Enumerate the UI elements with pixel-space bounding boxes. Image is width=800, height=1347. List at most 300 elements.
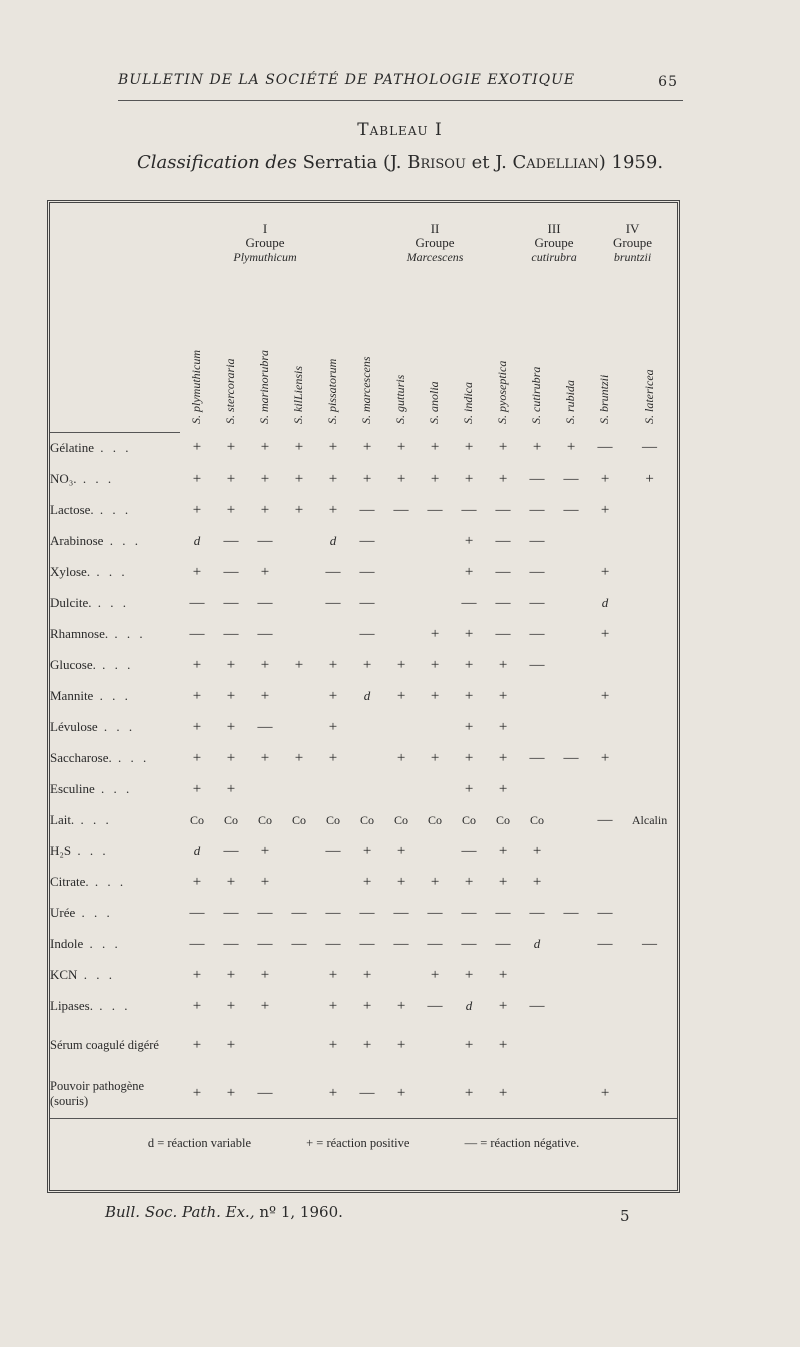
table-cell: — bbox=[495, 532, 511, 549]
table-cell: + bbox=[226, 470, 236, 487]
table-cell: + bbox=[498, 780, 508, 797]
table-cell bbox=[418, 836, 452, 867]
table-cell bbox=[282, 557, 316, 588]
species-header bbox=[622, 282, 677, 432]
table-cell: — bbox=[189, 625, 205, 642]
table-cell: + bbox=[260, 966, 270, 983]
running-title: BULLETIN DE LA SOCIÉTÉ DE PATHOLOGIE EXOTIQUE bbox=[118, 72, 576, 88]
legend-cell bbox=[50, 1118, 677, 1169]
table-cell: + bbox=[226, 780, 236, 797]
species-header bbox=[180, 282, 214, 432]
table-cell: + bbox=[192, 470, 202, 487]
row-label-text: Pouvoir pathogène (souris) bbox=[50, 1078, 145, 1108]
legend-positive: + = réaction positive bbox=[306, 1136, 410, 1150]
table-cell: + bbox=[464, 1085, 474, 1101]
table-cell bbox=[622, 867, 677, 898]
row-label bbox=[50, 960, 180, 991]
row-label bbox=[50, 495, 180, 526]
row-label-text: Dulcite. bbox=[50, 595, 92, 610]
table-cell: + bbox=[362, 966, 372, 983]
table-cell bbox=[554, 557, 588, 588]
table-cell: + bbox=[226, 439, 236, 456]
table-cell: d bbox=[465, 998, 473, 1013]
table-cell: + bbox=[362, 470, 372, 487]
table-cell: + bbox=[328, 997, 338, 1014]
row-label-text: Gélatine bbox=[50, 440, 95, 455]
table-cell: — bbox=[223, 625, 239, 642]
table-cell: + bbox=[362, 439, 372, 456]
table-cell: + bbox=[294, 501, 304, 518]
table-cell: — bbox=[563, 501, 579, 518]
table-row bbox=[50, 991, 677, 1022]
table-cell: + bbox=[396, 873, 406, 890]
table-row bbox=[50, 712, 677, 743]
table-cell: — bbox=[257, 594, 273, 611]
row-label bbox=[50, 681, 180, 712]
table-cell: + bbox=[396, 842, 406, 859]
group-header-row bbox=[50, 204, 677, 282]
table-cell bbox=[554, 1022, 588, 1070]
table-cell: — bbox=[427, 501, 443, 518]
footer-page: 5 bbox=[620, 1207, 630, 1225]
table-cell: — bbox=[257, 625, 273, 642]
table-cell: + bbox=[396, 687, 406, 704]
table-cell bbox=[554, 991, 588, 1022]
table-cell: + bbox=[498, 842, 508, 859]
table-cell: d bbox=[601, 595, 609, 610]
header-corner bbox=[50, 204, 180, 282]
table-cell: Co bbox=[530, 812, 545, 827]
table-cell bbox=[282, 681, 316, 712]
table-cell bbox=[554, 867, 588, 898]
table-cell: — bbox=[495, 625, 511, 642]
table-cell: + bbox=[498, 439, 508, 456]
species-header bbox=[554, 282, 588, 432]
table-cell bbox=[350, 712, 384, 743]
leader-dots: . . . bbox=[75, 905, 113, 920]
table-cell: + bbox=[260, 501, 270, 518]
group-num: III bbox=[547, 221, 561, 236]
table-cell: d bbox=[329, 533, 337, 548]
table-row bbox=[50, 432, 677, 464]
table-cell bbox=[588, 712, 622, 743]
table-cell: — bbox=[495, 501, 511, 518]
table-cell: + bbox=[430, 687, 440, 704]
table-cell bbox=[520, 681, 554, 712]
row-label bbox=[50, 929, 180, 960]
table-cell bbox=[520, 1022, 554, 1070]
table-title: Tableau I bbox=[357, 120, 443, 140]
footer-citation bbox=[105, 1203, 343, 1221]
table-cell bbox=[622, 712, 677, 743]
table-cell: + bbox=[328, 439, 338, 456]
table-cell: — bbox=[461, 501, 477, 518]
table-cell: + bbox=[226, 873, 236, 890]
leader-dots: . . . bbox=[93, 502, 132, 517]
table-row bbox=[50, 557, 677, 588]
table-cell bbox=[384, 557, 418, 588]
table-cell bbox=[622, 495, 677, 526]
classification-table bbox=[50, 204, 677, 1169]
table-cell: Co bbox=[326, 812, 341, 827]
table-cell: + bbox=[600, 470, 610, 487]
row-label bbox=[50, 464, 180, 495]
table-cell bbox=[384, 712, 418, 743]
table-cell: — bbox=[563, 749, 579, 766]
table-row bbox=[50, 1070, 677, 1119]
row-label bbox=[50, 650, 180, 681]
table-subtitle bbox=[0, 152, 800, 173]
species-name: S. indica bbox=[461, 382, 476, 424]
table-cell bbox=[384, 960, 418, 991]
table-cell: + bbox=[192, 687, 202, 704]
table-cell bbox=[554, 619, 588, 650]
table-cell: Co bbox=[394, 812, 409, 827]
group-num: II bbox=[430, 221, 440, 236]
table-cell: + bbox=[498, 997, 508, 1014]
table-cell: + bbox=[192, 873, 202, 890]
table-cell: + bbox=[498, 749, 508, 766]
row-label bbox=[50, 991, 180, 1022]
table-cell: — bbox=[563, 470, 579, 487]
table-cell: + bbox=[294, 439, 304, 456]
table-cell: + bbox=[498, 656, 508, 673]
species-header bbox=[452, 282, 486, 432]
header-rule bbox=[118, 100, 683, 101]
table-cell: — bbox=[495, 935, 511, 952]
row-label bbox=[50, 774, 180, 805]
table-cell: + bbox=[464, 687, 474, 704]
table-cell bbox=[248, 1022, 282, 1070]
table-cell: + bbox=[192, 997, 202, 1014]
table-cell bbox=[282, 774, 316, 805]
table-cell: — bbox=[393, 501, 409, 518]
table-cell bbox=[622, 588, 677, 619]
table-cell: + bbox=[498, 718, 508, 735]
table-cell: Co bbox=[462, 812, 477, 827]
table-row bbox=[50, 1022, 677, 1070]
table-body bbox=[50, 432, 677, 1118]
table-cell: + bbox=[498, 687, 508, 704]
table-cell bbox=[588, 867, 622, 898]
table-cell: — bbox=[393, 935, 409, 952]
species-name: S. pyoseptica bbox=[495, 360, 510, 424]
table-cell: — bbox=[359, 594, 375, 611]
table-cell bbox=[520, 1070, 554, 1119]
row-label bbox=[50, 526, 180, 557]
table-cell: — bbox=[529, 997, 545, 1014]
table-row bbox=[50, 743, 677, 774]
species-header bbox=[520, 282, 554, 432]
table-row bbox=[50, 526, 677, 557]
table-cell bbox=[418, 712, 452, 743]
row-label bbox=[50, 805, 180, 836]
table-cell bbox=[554, 836, 588, 867]
row-label bbox=[50, 1022, 180, 1070]
table-cell: + bbox=[260, 470, 270, 487]
table-cell: + bbox=[260, 563, 270, 580]
group-name: bruntzii bbox=[613, 250, 652, 264]
table-row bbox=[50, 774, 677, 805]
table-cell: — bbox=[495, 563, 511, 580]
running-header bbox=[118, 72, 678, 88]
table-cell: + bbox=[192, 718, 202, 735]
table-cell bbox=[282, 526, 316, 557]
table-cell: — bbox=[461, 842, 477, 859]
group-label: Groupe bbox=[613, 235, 653, 250]
species-header bbox=[350, 282, 384, 432]
table-cell: + bbox=[532, 842, 542, 859]
table-cell: + bbox=[260, 687, 270, 704]
row-label bbox=[50, 836, 180, 867]
table-cell: — bbox=[359, 532, 375, 549]
table-cell: — bbox=[223, 594, 239, 611]
table-cell: + bbox=[362, 656, 372, 673]
table-cell bbox=[282, 1022, 316, 1070]
table-cell: — bbox=[529, 501, 545, 518]
row-label-text: Citrate. bbox=[50, 874, 89, 889]
species-header-row bbox=[50, 282, 677, 432]
table-cell: — bbox=[563, 904, 579, 921]
table-cell: — bbox=[529, 625, 545, 642]
table-cell: + bbox=[498, 470, 508, 487]
species-name: S. bruntzii bbox=[597, 374, 612, 424]
table-cell: + bbox=[260, 749, 270, 766]
row-label-text: Indole bbox=[50, 936, 84, 951]
species-header bbox=[418, 282, 452, 432]
table-cell: — bbox=[359, 563, 375, 580]
table-cell bbox=[282, 712, 316, 743]
subtitle-author1: Brisou bbox=[407, 152, 466, 173]
group-num: I bbox=[262, 221, 268, 236]
species-header bbox=[316, 282, 350, 432]
table-cell bbox=[588, 526, 622, 557]
table-cell bbox=[622, 557, 677, 588]
table-cell: + bbox=[192, 1037, 202, 1053]
row-label-text: Glucose. bbox=[50, 657, 96, 672]
species-name: S. marcescens bbox=[359, 356, 374, 424]
table-cell: — bbox=[257, 718, 273, 735]
row-label-text: H₂S bbox=[50, 843, 72, 858]
table-cell: + bbox=[498, 966, 508, 983]
species-name: S. anolia bbox=[427, 381, 442, 424]
table-cell: + bbox=[464, 656, 474, 673]
table-cell: — bbox=[529, 563, 545, 580]
table-cell: + bbox=[464, 563, 474, 580]
table-cell: + bbox=[532, 873, 542, 890]
table-cell: — bbox=[291, 904, 307, 921]
legend-variable: d = réaction variable bbox=[147, 1136, 251, 1150]
table-cell: — bbox=[325, 935, 341, 952]
table-cell: + bbox=[600, 501, 610, 518]
table-cell bbox=[588, 991, 622, 1022]
table-cell bbox=[282, 588, 316, 619]
table-cell: Co bbox=[189, 812, 204, 827]
row-label bbox=[50, 619, 180, 650]
table-cell: + bbox=[464, 966, 474, 983]
table-cell bbox=[554, 588, 588, 619]
table-cell bbox=[418, 774, 452, 805]
row-label-text: Xylose. bbox=[50, 564, 91, 579]
table-cell: + bbox=[260, 439, 270, 456]
species-name: S. cutirubra bbox=[529, 366, 544, 424]
subtitle-italic: Classification des bbox=[136, 152, 297, 173]
table-cell bbox=[622, 836, 677, 867]
row-label-text: Sérum coagulé digéré bbox=[50, 1038, 159, 1052]
table-cell: Co bbox=[360, 812, 375, 827]
table-cell: + bbox=[396, 1037, 406, 1053]
table-cell: — bbox=[359, 935, 375, 952]
table-cell: + bbox=[294, 749, 304, 766]
table-cell: + bbox=[328, 1037, 338, 1053]
table-cell bbox=[622, 681, 677, 712]
group-name: Marcescens bbox=[406, 250, 464, 264]
table-row bbox=[50, 929, 677, 960]
table-cell: + bbox=[430, 749, 440, 766]
table-cell: — bbox=[359, 625, 375, 642]
table-cell: + bbox=[396, 1085, 406, 1101]
table-cell: Co bbox=[223, 812, 238, 827]
table-cell: + bbox=[260, 997, 270, 1014]
leader-dots: . . . bbox=[92, 998, 131, 1013]
species-corner bbox=[50, 282, 180, 432]
table-cell: — bbox=[223, 904, 239, 921]
table-cell: + bbox=[192, 749, 202, 766]
subtitle-year: ) 1959. bbox=[598, 152, 664, 173]
row-label-text: Urée bbox=[50, 905, 76, 920]
table-cell bbox=[554, 526, 588, 557]
table-cell: + bbox=[498, 1037, 508, 1053]
table-cell: + bbox=[226, 749, 236, 766]
table-cell: + bbox=[600, 625, 610, 642]
table-cell bbox=[622, 650, 677, 681]
leader-dots: . . . bbox=[91, 595, 130, 610]
table-cell: — bbox=[257, 904, 273, 921]
leader-dots: . . . bbox=[94, 781, 133, 796]
table-cell bbox=[418, 1070, 452, 1119]
table-cell: + bbox=[430, 966, 440, 983]
table-cell bbox=[282, 960, 316, 991]
table-cell bbox=[520, 712, 554, 743]
row-label bbox=[50, 867, 180, 898]
group-header-1 bbox=[180, 204, 350, 282]
table-cell: + bbox=[464, 532, 474, 549]
table-cell: — bbox=[529, 904, 545, 921]
table-cell: + bbox=[192, 563, 202, 580]
table-cell: + bbox=[192, 1085, 202, 1101]
table-cell: — bbox=[257, 1085, 273, 1101]
table-cell: — bbox=[495, 594, 511, 611]
row-label bbox=[50, 557, 180, 588]
species-header bbox=[384, 282, 418, 432]
table-cell bbox=[418, 557, 452, 588]
subtitle-author2: Cadellian bbox=[512, 152, 599, 173]
table-cell: + bbox=[396, 439, 406, 456]
row-label-text: Lévulose bbox=[50, 719, 98, 734]
table-cell bbox=[384, 588, 418, 619]
table-cell: — bbox=[461, 935, 477, 952]
table-cell: Alcalin bbox=[631, 812, 668, 827]
table-cell: — bbox=[325, 904, 341, 921]
table-cell bbox=[384, 526, 418, 557]
table-cell: + bbox=[226, 501, 236, 518]
group-header-4 bbox=[588, 204, 677, 282]
table-cell: + bbox=[192, 966, 202, 983]
table-cell bbox=[588, 836, 622, 867]
table-cell bbox=[554, 712, 588, 743]
row-label-text: Esculine bbox=[50, 781, 95, 796]
legend-negative: — = réaction négative. bbox=[464, 1136, 580, 1150]
leader-dots: . . . bbox=[88, 874, 127, 889]
table-cell bbox=[418, 588, 452, 619]
leader-dots: . . . bbox=[94, 440, 132, 455]
leader-dots: . . . bbox=[83, 936, 121, 951]
table-cell bbox=[622, 960, 677, 991]
table-cell: + bbox=[464, 1037, 474, 1053]
table-cell bbox=[622, 898, 677, 929]
subtitle-authors-open: (J. bbox=[382, 152, 408, 173]
species-name: S. stercoraria bbox=[223, 358, 237, 424]
table-cell: + bbox=[192, 439, 202, 456]
table-cell bbox=[554, 650, 588, 681]
table-row bbox=[50, 588, 677, 619]
table-cell: Co bbox=[428, 812, 443, 827]
table-cell: — bbox=[325, 842, 341, 859]
leader-dots: . . . bbox=[111, 750, 150, 765]
table-cell bbox=[418, 526, 452, 557]
table-cell: + bbox=[464, 780, 474, 797]
leader-dots: . . . bbox=[90, 564, 128, 579]
legend-row bbox=[50, 1118, 677, 1169]
table-cell: — bbox=[393, 904, 409, 921]
table-cell bbox=[588, 960, 622, 991]
group-label: Groupe bbox=[415, 235, 455, 250]
species-header bbox=[588, 282, 622, 432]
table-cell: + bbox=[362, 842, 372, 859]
table-cell: + bbox=[260, 842, 270, 859]
table-cell: — bbox=[257, 532, 273, 549]
group-name: Plymuthicum bbox=[233, 250, 297, 264]
leader-dots: . . . bbox=[71, 843, 109, 858]
table-cell: + bbox=[294, 470, 304, 487]
row-label-text: NO₃. bbox=[50, 471, 77, 486]
table-cell bbox=[520, 774, 554, 805]
table-cell bbox=[418, 1022, 452, 1070]
table-row bbox=[50, 495, 677, 526]
table-cell: + bbox=[464, 625, 474, 642]
table-row bbox=[50, 960, 677, 991]
table-cell: + bbox=[226, 966, 236, 983]
table-row bbox=[50, 464, 677, 495]
table-cell: + bbox=[226, 718, 236, 735]
table-cell: d bbox=[193, 843, 201, 858]
table-cell bbox=[588, 1022, 622, 1070]
table-cell: — bbox=[529, 470, 545, 487]
table-cell: Co bbox=[257, 812, 272, 827]
table-cell: + bbox=[498, 873, 508, 890]
row-label bbox=[50, 898, 180, 929]
table-row bbox=[50, 619, 677, 650]
table-row bbox=[50, 867, 677, 898]
leader-dots: . . . bbox=[95, 657, 134, 672]
table-cell: — bbox=[359, 501, 375, 518]
table-cell bbox=[622, 526, 677, 557]
table-cell: + bbox=[260, 873, 270, 890]
table-cell: — bbox=[461, 594, 477, 611]
table-cell: — bbox=[461, 904, 477, 921]
table-cell: d bbox=[533, 936, 541, 951]
table-cell: + bbox=[464, 873, 474, 890]
